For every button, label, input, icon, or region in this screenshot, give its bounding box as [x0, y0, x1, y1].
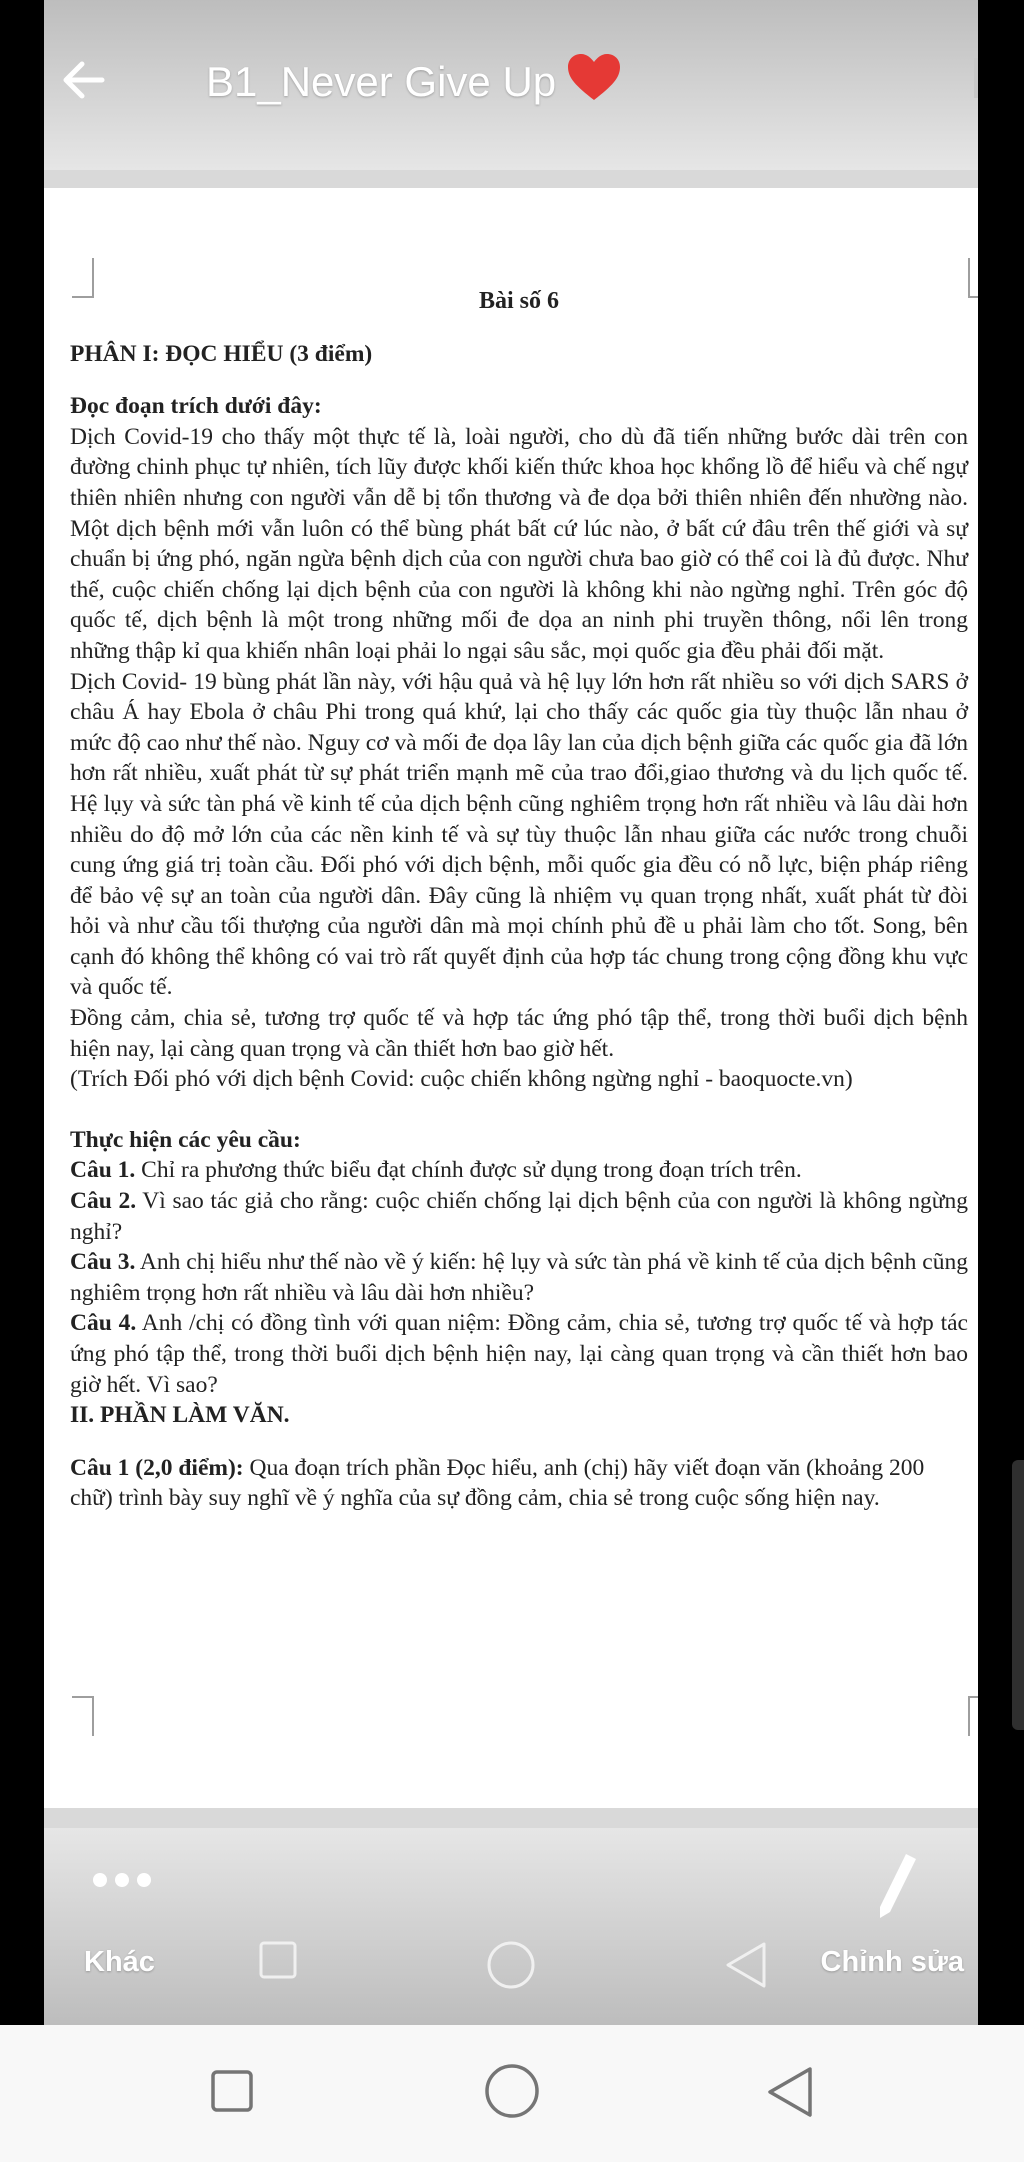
read-prompt: Đọc đoạn trích dưới đây: [70, 393, 322, 420]
question-text: Anh /chị có đồng tình với quan niệm: Đồng cảm, chia sẻ, tương trợ quốc tế và hợp tác ứng phó tập thể, trong thời buổi dịch bệnh hiện nay, lại càng quan trọng và cần thiết hơn bao giờ hết. Vì sao? [70, 1310, 968, 1398]
source-citation: (Trích Đối phó với dịch bệnh Covid: cuộc chiến không ngừng nghỉ - baoquocte.vn) [70, 1066, 853, 1093]
circle-icon[interactable] [484, 2063, 540, 2124]
part2-title: II. PHẦN LÀM VĂN. [70, 1402, 290, 1429]
document-content [70, 286, 968, 1514]
scrollbar[interactable] [1012, 1460, 1024, 1730]
question-text: Anh chị hiểu như thế nào về ý kiến: hệ lụy và sức tàn phá về kinh tế của dịch bệnh cũng nghiêm trọng hơn rất nhiều và lâu dài hơn nhiều? [70, 1249, 968, 1306]
ghost-triangle-icon [724, 1940, 768, 1995]
triangle-back-icon[interactable] [766, 2065, 814, 2124]
header-bar [44, 0, 978, 170]
edit-button[interactable]: Chỉnh sửa [820, 1946, 964, 1978]
ghost-square-icon [258, 1940, 298, 1985]
conversation-title [206, 58, 622, 112]
question [70, 1186, 968, 1247]
question [70, 1155, 968, 1186]
pencil-icon[interactable] [876, 1850, 920, 1922]
system-nav-bar [0, 2025, 1024, 2162]
tasks-title: Thực hiện các yêu cầu: [70, 1126, 301, 1153]
bottom-toolbar [44, 1828, 978, 2025]
header-edge [974, 58, 978, 98]
document-page [44, 188, 978, 1808]
question-label: Câu 3. [70, 1249, 136, 1276]
crop-mark [72, 1696, 94, 1736]
more-dots-icon[interactable] [92, 1872, 152, 1893]
square-icon[interactable] [210, 2069, 254, 2118]
crop-mark [968, 1696, 978, 1736]
question-text: Chỉ ra phương thức biểu đạt chính được sử dụng trong đoạn trích trên. [135, 1157, 802, 1184]
crop-mark [968, 258, 978, 298]
question-label: Câu 2. [70, 1188, 137, 1215]
paragraph: Dịch Covid-19 cho thấy một thực tế là, loài người, cho dù đã tiến những bước dài trên con đường chinh phục tự nhiên, tích lũy được khối kiến thức khoa học khổng lồ để hiểu và chế ngự thiên nhiên nhưng con người vẫn dễ bị tổn thương và đe dọa bởi thiên nhiên đến nhường nào. Một dịch bệnh mới vẫn luôn có thể bùng phát bất cứ lúc nào, ở bất cứ đâu trên thế giới và sự chuẩn bị ứng phó, ngăn ngừa bệnh dịch của con người chưa bao giờ có thể coi là đủ được. Như thế, cuộc chiến chống lại dịch bệnh của con người là không khi nào ngừng nghỉ. Trên góc độ quốc tế, dịch bệnh là một trong những mối đe dọa an ninh phi truyền thông, nổi lên trong những thập kỉ qua khiến nhân loại phải lo ngại sâu sắc, mọi quốc gia đều phải đối mặt. [70, 423, 968, 664]
paragraph: Đồng cảm, chia sẻ, tương trợ quốc tế và hợp tác ứng phó tập thể, trong thời buổi dịch bệnh hiện nay, lại càng quan trọng và cần thiết hơn bao giờ hết. [70, 1005, 968, 1062]
title-text: B1_Never Give Up [206, 58, 557, 106]
question-label: Câu 1. [70, 1157, 136, 1184]
heart-icon [566, 52, 622, 112]
essay-label: Câu 1 (2,0 điểm): [70, 1454, 244, 1481]
question [70, 1308, 968, 1400]
essay-text: Qua đoạn trích phần Đọc hiểu, anh (chị) hãy viết đoạn văn (khoảng 200 chữ) trình bày suy nghĩ về ý nghĩa của sự đồng cảm, chia sẻ trong cuộc sống hiện nay. [70, 1454, 925, 1512]
image-viewer [44, 0, 978, 2025]
ghost-circle-icon [486, 1940, 536, 1995]
question-text: Vì sao tác giả cho rằng: cuộc chiến chống lại dịch bệnh của con người là không ngừng nghỉ? [70, 1188, 968, 1245]
arrow-left-icon [56, 52, 112, 108]
question-label: Câu 4. [70, 1310, 137, 1337]
paragraph: Dịch Covid- 19 bùng phát lần này, với hậu quả và hệ lụy lớn hơn rất nhiều so với dịch SARS ở châu Á hay Ebola ở châu Phi trong quá khứ, lại cho thấy các quốc gia tùy thuộc lẫn nhau ở mức độ cao như thế nào. Nguy cơ và mối đe dọa lây lan của dịch bệnh giữa các quốc gia đã lớn hơn rất nhiều, xuất phát từ sự phát triển mạnh mẽ của trao đổi,giao thương và du lịch quốc tế. Hệ lụy và sức tàn phá về kinh tế của dịch bệnh cũng nghiêm trọng hơn rất nhiều và lâu dài hơn nhiều do độ mở lớn của các nền kinh tế và sự tùy thuộc lẫn nhau giữa các nước trong chuỗi cung ứng giá trị toàn cầu. Đối phó với dịch bệnh, mỗi quốc gia đều có nỗ lực, biện pháp riêng để bảo vệ sự an toàn của người dân. Đây cũng là nhiệm vụ quan trọng nhất, xuất phát từ đòi hỏi và như cầu tối thượng của người dân mà mọi chính phủ đề u phải làm cho tốt. Song, bên cạnh đó không thể không có vai trò rất quyết định của hợp tác chung trong cộng đồng khu vực và quốc tế. [70, 668, 968, 1001]
essay-question [70, 1453, 968, 1514]
part1-title: PHÂN I: ĐỌC HIỂU (3 điểm) [70, 340, 373, 367]
back-button[interactable] [56, 52, 112, 108]
other-button[interactable]: Khác [84, 1946, 155, 1978]
question [70, 1247, 968, 1308]
document-heading: Bài số 6 [478, 288, 559, 314]
